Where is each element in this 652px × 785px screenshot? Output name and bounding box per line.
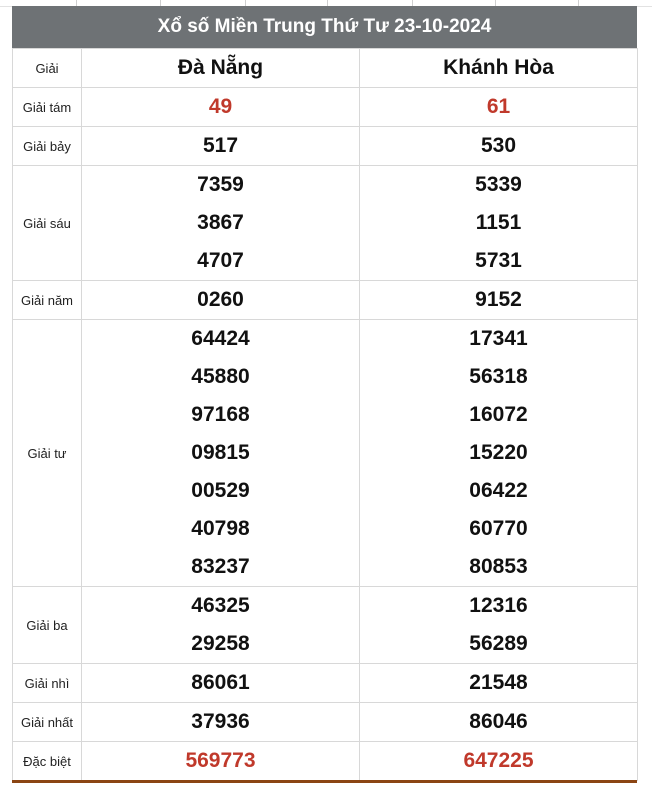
- results-panel: [12, 6, 637, 781]
- result-cell-khanh-hoa: [360, 587, 638, 664]
- result-cell-khanh-hoa: [360, 127, 638, 166]
- table-row: [13, 88, 638, 127]
- result-cell-khanh-hoa: [360, 742, 638, 781]
- prize-label: Giải tám: [13, 88, 82, 127]
- lottery-number: 09815: [191, 441, 250, 464]
- result-cell-khanh-hoa: [360, 166, 638, 281]
- lottery-number: 1151: [475, 211, 522, 234]
- header-label: Giải: [13, 49, 82, 88]
- result-cell-da-nang: [82, 703, 360, 742]
- result-cell-khanh-hoa: [360, 88, 638, 127]
- province-khanh-hoa: Khánh Hòa: [360, 49, 638, 88]
- lottery-number: 56318: [469, 365, 528, 388]
- lottery-number: 517: [202, 134, 239, 157]
- lottery-number: 06422: [469, 479, 528, 502]
- table-row: [13, 664, 638, 703]
- lottery-number: 46325: [191, 594, 250, 617]
- lottery-number: 80853: [469, 555, 528, 578]
- lottery-number: 530: [480, 134, 517, 157]
- table-row: [13, 281, 638, 320]
- table-header-row: [13, 49, 638, 88]
- lottery-number: 40798: [191, 517, 250, 540]
- lottery-number: 97168: [191, 403, 250, 426]
- result-cell-da-nang: [82, 587, 360, 664]
- prize-label: Giải tư: [13, 320, 82, 587]
- result-cell-khanh-hoa: [360, 320, 638, 587]
- result-cell-khanh-hoa: [360, 664, 638, 703]
- lottery-number: 9152: [475, 288, 522, 311]
- lottery-number: 45880: [191, 365, 250, 388]
- result-cell-khanh-hoa: [360, 281, 638, 320]
- table-row: [13, 127, 638, 166]
- prize-label: Giải sáu: [13, 166, 82, 281]
- lottery-number: 64424: [191, 327, 250, 350]
- lottery-number: 4707: [197, 249, 244, 272]
- prize-rows: [13, 88, 638, 781]
- lottery-number: 3867: [197, 211, 244, 234]
- lottery-number: 15220: [469, 441, 528, 464]
- prize-label: Giải nhì: [13, 664, 82, 703]
- table-row: [13, 703, 638, 742]
- lottery-number: 49: [208, 95, 233, 118]
- lottery-number: 29258: [191, 632, 250, 655]
- prize-label: Giải nhất: [13, 703, 82, 742]
- lottery-number: 12316: [469, 594, 528, 617]
- lottery-number: 37936: [191, 710, 250, 733]
- result-cell-da-nang: [82, 281, 360, 320]
- result-cell-da-nang: [82, 166, 360, 281]
- lottery-number: 16072: [469, 403, 528, 426]
- lottery-number: 21548: [469, 671, 528, 694]
- result-cell-da-nang: [82, 88, 360, 127]
- lottery-number: 7359: [197, 173, 244, 196]
- lottery-number: 5731: [475, 249, 522, 272]
- results-table: [12, 48, 638, 781]
- result-cell-da-nang: [82, 127, 360, 166]
- table-row: [13, 742, 638, 781]
- result-cell-da-nang: [82, 742, 360, 781]
- lottery-number: 0260: [197, 288, 244, 311]
- lottery-number: 5339: [475, 173, 522, 196]
- results-title: Xổ số Miền Trung Thứ Tư 23-10-2024: [12, 6, 637, 48]
- prize-label: Giải năm: [13, 281, 82, 320]
- lottery-number: 83237: [191, 555, 250, 578]
- province-da-nang: Đà Nẵng: [82, 49, 360, 88]
- prize-label: Giải ba: [13, 587, 82, 664]
- lottery-number: 86061: [191, 671, 250, 694]
- lottery-number: 17341: [469, 327, 528, 350]
- result-cell-da-nang: [82, 320, 360, 587]
- result-cell-da-nang: [82, 664, 360, 703]
- table-row: [13, 320, 638, 587]
- lottery-number: 86046: [469, 710, 528, 733]
- table-row: [13, 587, 638, 664]
- result-cell-khanh-hoa: [360, 703, 638, 742]
- lottery-number: 00529: [191, 479, 250, 502]
- prize-label: Đặc biệt: [13, 742, 82, 781]
- lottery-number: 60770: [469, 517, 528, 540]
- lottery-number: 647225: [463, 749, 534, 772]
- table-row: [13, 166, 638, 281]
- lottery-number: 61: [486, 95, 511, 118]
- bottom-rule: [12, 780, 637, 783]
- prize-label: Giải bảy: [13, 127, 82, 166]
- lottery-number: 56289: [469, 632, 528, 655]
- lottery-number: 569773: [185, 749, 256, 772]
